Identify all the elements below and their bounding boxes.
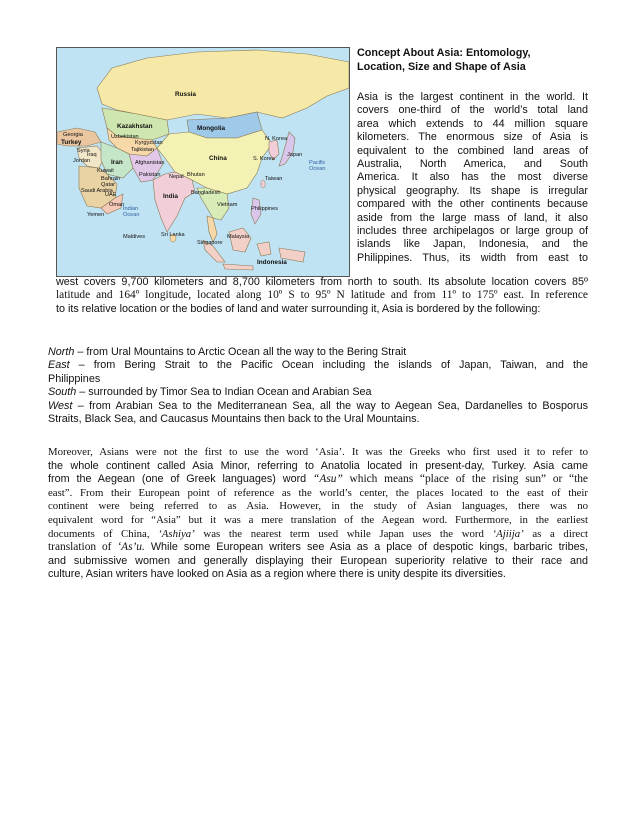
intro-line: kilometers. The enormous size of Asia is [357, 131, 588, 144]
etymology-line [48, 541, 588, 555]
etymology-text: was the nearest term used while Japan uses the word [194, 527, 493, 540]
etymology-text: as a direct [523, 527, 589, 540]
border-west-label: West [48, 399, 73, 412]
map-label-kazakhstan: Kazakhstan [117, 123, 153, 130]
map-label-turkey: Turkey [61, 139, 82, 146]
map-label-jordan: Jordan [73, 158, 91, 164]
intro-line: Philippines. Thus, its width from east to [357, 251, 588, 264]
border-east-continued: Philippines [48, 372, 101, 385]
map-label-iran: Iran [111, 159, 123, 166]
intro-full-line: west covers 9,700 kilometers and 8,700 kilometers from north to south. Its absolute location covers 85º [56, 276, 588, 288]
intro-line: Australia, North America, and South [357, 158, 588, 170]
intro-line: equivalent to the combined land areas of [357, 144, 588, 157]
etymology-line: culture, Asian writers have looked on Asia as a region where there is unity despite its diversities. [48, 568, 506, 581]
map-label-nepal: Nepal [169, 174, 184, 180]
map-label-qatar: Qatar [101, 182, 115, 188]
intro-line: physical geography. Its shape is irregular [357, 184, 588, 197]
map-label-pacific-ocean-1: Pacific [309, 160, 326, 166]
map-label-indonesia: Indonesia [257, 259, 287, 266]
etymology-line: east”. From their European point of reference as the world’s center, the places located to the east of their [48, 486, 588, 499]
map-label-china: China [209, 155, 227, 162]
map-label-vietnam: Vietnam [217, 202, 238, 208]
etymology-term-ajiija: ‘Ajiija’ [492, 527, 524, 540]
etymology-line: and submissive women and generally displaying their European superiority relative to their race and [48, 554, 588, 567]
map-label-taiwan: Taiwan [265, 176, 283, 182]
map-label-russia: Russia [175, 91, 196, 98]
map-label-kuwait: Kuwait [97, 168, 114, 174]
map-label-indian-ocean-1: Indian [123, 206, 139, 212]
map-label-afghanistan: Afghanistan [135, 160, 165, 166]
etymology-term-ashiya: ‘Ashiya’ [158, 527, 195, 540]
etymology-text: While some European writers see Asia as a place of despotic kings, barbaric tribes, [144, 541, 588, 554]
map-label-kyrgyzstan: Kyrgyzstan [135, 140, 163, 146]
map-label-india: India [163, 193, 178, 200]
border-north-label: North [48, 346, 75, 358]
intro-line: Asia is the largest continent in the world. It [357, 91, 588, 103]
etymology-line [48, 473, 588, 487]
map-label-oman: Oman [109, 202, 125, 208]
title-line: Concept About Asia: Entomology, [357, 47, 531, 59]
title-line: Location, Size and Shape of Asia [357, 61, 526, 73]
map-label-yemen: Yemen [87, 212, 105, 218]
etymology-line: continent were being referred to as Asia. However, in the study of Asian languages, there was no [48, 500, 588, 513]
map-label-indian-ocean-2: Ocean [123, 212, 140, 218]
etymology-line [48, 528, 588, 542]
map-label-n-korea: N. Korea [265, 136, 288, 142]
border-north-text: – from Ural Mountains to Arctic Ocean all the way to the Bering Strait [74, 346, 407, 358]
intro-full-line: to its relative location or the bodies of land and water surrounding it, Asia is bordered by the following: [56, 302, 541, 315]
etymology-text: from the Aegean (one of Greek languages) word [48, 473, 314, 486]
map-label-pakistan: Pakistan [139, 172, 161, 178]
map-label-uae: UAE [105, 192, 117, 198]
intro-line: compared with the other continents because [357, 198, 588, 211]
border-west [48, 400, 588, 413]
border-west-text: – from Arabian Sea to the Mediterranean Sea, all the way to Aegean Sea, Dardanelles to Bosporus [72, 399, 588, 412]
border-south-text: – surrounded by Timor Sea to Indian Ocean and Arabian Sea [76, 386, 372, 399]
map-label-bahrain: Bahrain [101, 176, 121, 182]
border-east-text: – from Bering Strait to the Pacific Ocean including the islands of Japan, Taiwan, and the [69, 359, 588, 372]
map-label-maldives: Maldives [123, 234, 146, 240]
intro-line: area which extends to 44 million square [357, 117, 588, 130]
intro-full-line: latitude and 164º longitude, located along 10º S to 95º N latitude and from 11º to 175º east. In reference [56, 289, 588, 302]
etymology-line: equivalent word for “Asia” but it was a mere translation of the Aegean word. Furthermore, in the earliest [48, 514, 588, 526]
map-label-bangladesh: Bangladesh [191, 190, 221, 196]
etymology-term-asu-2: ‘As’u. [117, 541, 145, 554]
map-label-tajikistan: Tajikistan [131, 147, 155, 153]
intro-line: covers one-third of the world’s total land [357, 104, 588, 117]
map-label-philippines: Philippines [251, 206, 279, 212]
border-west-continued: Straits, Black Sea, and Caucasus Mountains then back to the Ural Mountains. [48, 413, 420, 425]
map-label-saudi-arabia: Saudi Arabia [81, 188, 113, 194]
map-label-mongolia: Mongolia [197, 125, 226, 132]
etymology-term-asu: “Asu” [313, 473, 343, 486]
map-label-bhutan: Bhutan [187, 172, 205, 178]
border-south [48, 386, 588, 399]
intro-line: islands like Japan, Indonesia, and the [357, 238, 588, 251]
etymology-line: Moreover, Asians were not the first to use the word ‘Asia’. It was the Greeks who first used it to refer to [48, 446, 588, 458]
etymology-text: documents of China, [48, 527, 159, 540]
map-label-singapore: Singapore [197, 240, 223, 246]
etymology-text: which means “place of the rising sun” or “the [342, 473, 588, 486]
asia-map [56, 47, 350, 277]
map-label-pacific-ocean-2: Ocean [309, 166, 326, 172]
intro-line: America. It also has the most diverse [357, 171, 588, 184]
intro-line: aside from the large mass of land, it also [357, 211, 588, 224]
map-label-georgia: Georgia [63, 132, 83, 138]
map-label-syria: Syria [77, 148, 90, 154]
map-label-sri-lanka: Sri Lanka [161, 232, 185, 238]
border-north [48, 346, 588, 359]
map-label-japan: Japan [287, 152, 303, 158]
intro-line: includes three archipelagos or large group of [357, 225, 588, 237]
map-label-s-korea: S. Korea [253, 156, 275, 162]
asia-map-graphic [57, 48, 349, 276]
etymology-line: the whole continent called Asia Minor, referring to Anatolia located in present-day, Turkey. Asia came [48, 459, 588, 472]
map-label-iraq: Iraq [87, 152, 97, 158]
map-label-uzbekistan: Uzbekistan [111, 134, 139, 140]
map-label-malaysia: Malaysia [227, 234, 250, 240]
border-east [48, 359, 588, 372]
border-south-label: South [48, 386, 77, 399]
border-east-label: East [48, 359, 70, 372]
etymology-text: translation of [48, 541, 118, 554]
page-title [357, 46, 597, 74]
